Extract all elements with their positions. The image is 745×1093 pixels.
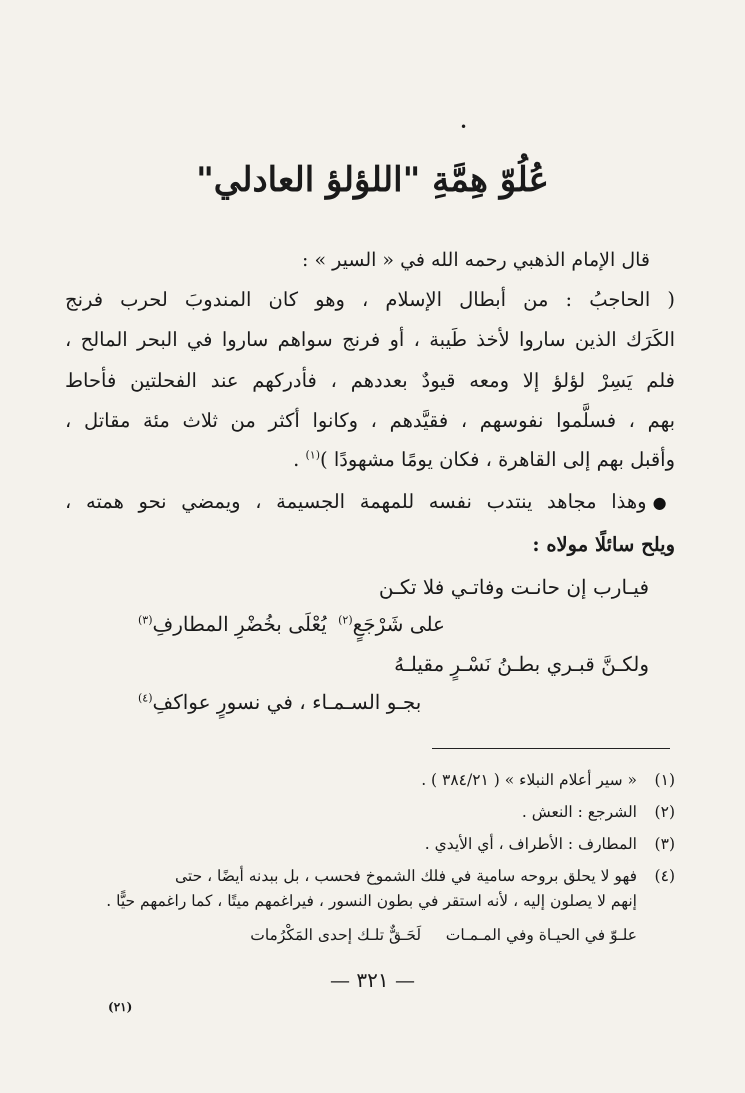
page-title: عُلُوّ هِمَّةِ "اللؤلؤ العادلي" xyxy=(196,160,549,200)
verse-line-4-text: بجـو السـمـاء ، في نسورٍ عواكفِ xyxy=(152,690,422,714)
paragraph-line-1-text: وهذا مجاهد ينتدب نفسه للمهمة الجسيمة ، ويمضي نحو همته ، xyxy=(65,490,647,513)
footnote-2 xyxy=(65,796,675,828)
footnote-4 xyxy=(65,860,675,892)
footnote-4-number: (٤) xyxy=(654,867,675,885)
footnote-4-verse: علـوّ في الحيـاة وفي المـمـات لَحَـقٌّ تلـك إحدى المَكْرُمات xyxy=(250,926,637,944)
signature-mark: (٢١) xyxy=(108,1000,133,1014)
quote-line-1: ( الحاجبُ : من أبطال الإسلام ، وهو كان المندوبَ لحرب فرنج xyxy=(65,288,675,311)
page-number: — ٣٢١ — xyxy=(330,968,415,992)
footnote-1-number: (١) xyxy=(654,771,675,789)
verse-line-2a xyxy=(338,612,445,636)
footnote-3-number: (٣) xyxy=(654,835,675,853)
paragraph-line-2: ويلح سائلًا مولاه : xyxy=(532,533,675,556)
quote-line-5-text: وأقبل بهم إلى القاهرة ، فكان يومًا مشهودًا ) xyxy=(320,448,675,471)
intro-line: قال الإمام الذهبي رحمه الله في « السير » : xyxy=(302,249,650,271)
verse-line-1: فيـارب إن حانـت وفاتـي فلا تكـن xyxy=(378,575,649,599)
verse-line-2a-text: على شَرْجَعٍ xyxy=(352,612,445,636)
quote-line-5: وأقبل بهم إلى القاهرة ، فكان يومًا مشهودًا )$^{(١)}$ . xyxy=(293,448,675,471)
quote-line-3: فلم يَسِرْ لؤلؤ إلا ومعه قيودٌ بعددهم ، فأدركهم عند الفحلتين فأحاط xyxy=(65,369,675,392)
verse-line-2b xyxy=(138,612,327,636)
footnote-4-text: فهو لا يحلق بروحه سامية في فلك الشموخ فحسب ، بل ببدنه أيضًا ، حتى xyxy=(175,867,637,885)
footnote-3-text: المطارف : الأطراف ، أي الأيدي . xyxy=(424,835,637,853)
footnote-2-number: (٢) xyxy=(654,803,675,821)
verse-line-3: ولكـنَّ قبـري بطـنُ نَسْـرٍ مقيلـهُ xyxy=(394,652,649,676)
footnote-1-text: « سير أعلام النبلاء » ( ٣٨٤/٢١ ) . xyxy=(421,771,637,789)
paragraph-line-1 xyxy=(65,490,675,513)
footnote-1 xyxy=(65,764,675,796)
footnote-divider xyxy=(432,748,670,749)
footnote-ref-2: (٢) xyxy=(338,613,353,627)
bullet-icon: ● xyxy=(652,493,675,512)
decorative-dot: • xyxy=(460,120,468,134)
footnote-4-continuation: إنهم لا يصلون إليه ، لأنه استقر في بطون النسور ، فيراغمهم ميتًا ، كما راغمهم حيًّا . xyxy=(106,892,637,910)
verse-line-2b-text: يُعْلَى بخُضْرِ المطارفِ xyxy=(152,612,327,636)
quote-line-2: الكَرَك الذين ساروا لأخذ طَيبة ، أو فرنج سواهم ساروا في البحر المالح ، xyxy=(65,328,675,351)
footnote-ref-3: (٣) xyxy=(138,613,153,627)
verse-line-4 xyxy=(138,690,421,714)
footnote-3 xyxy=(65,828,675,860)
footnote-ref-1: (١) xyxy=(305,448,321,462)
footnote-ref-4: (٤) xyxy=(138,691,153,705)
quote-line-4: بهم ، فسلَّموا نفوسهم ، فقيَّدهم ، وكانوا أكثر من ثلاث مئة مقاتل ، xyxy=(65,409,675,432)
footnote-2-text: الشرجع : النعش . xyxy=(521,803,637,821)
